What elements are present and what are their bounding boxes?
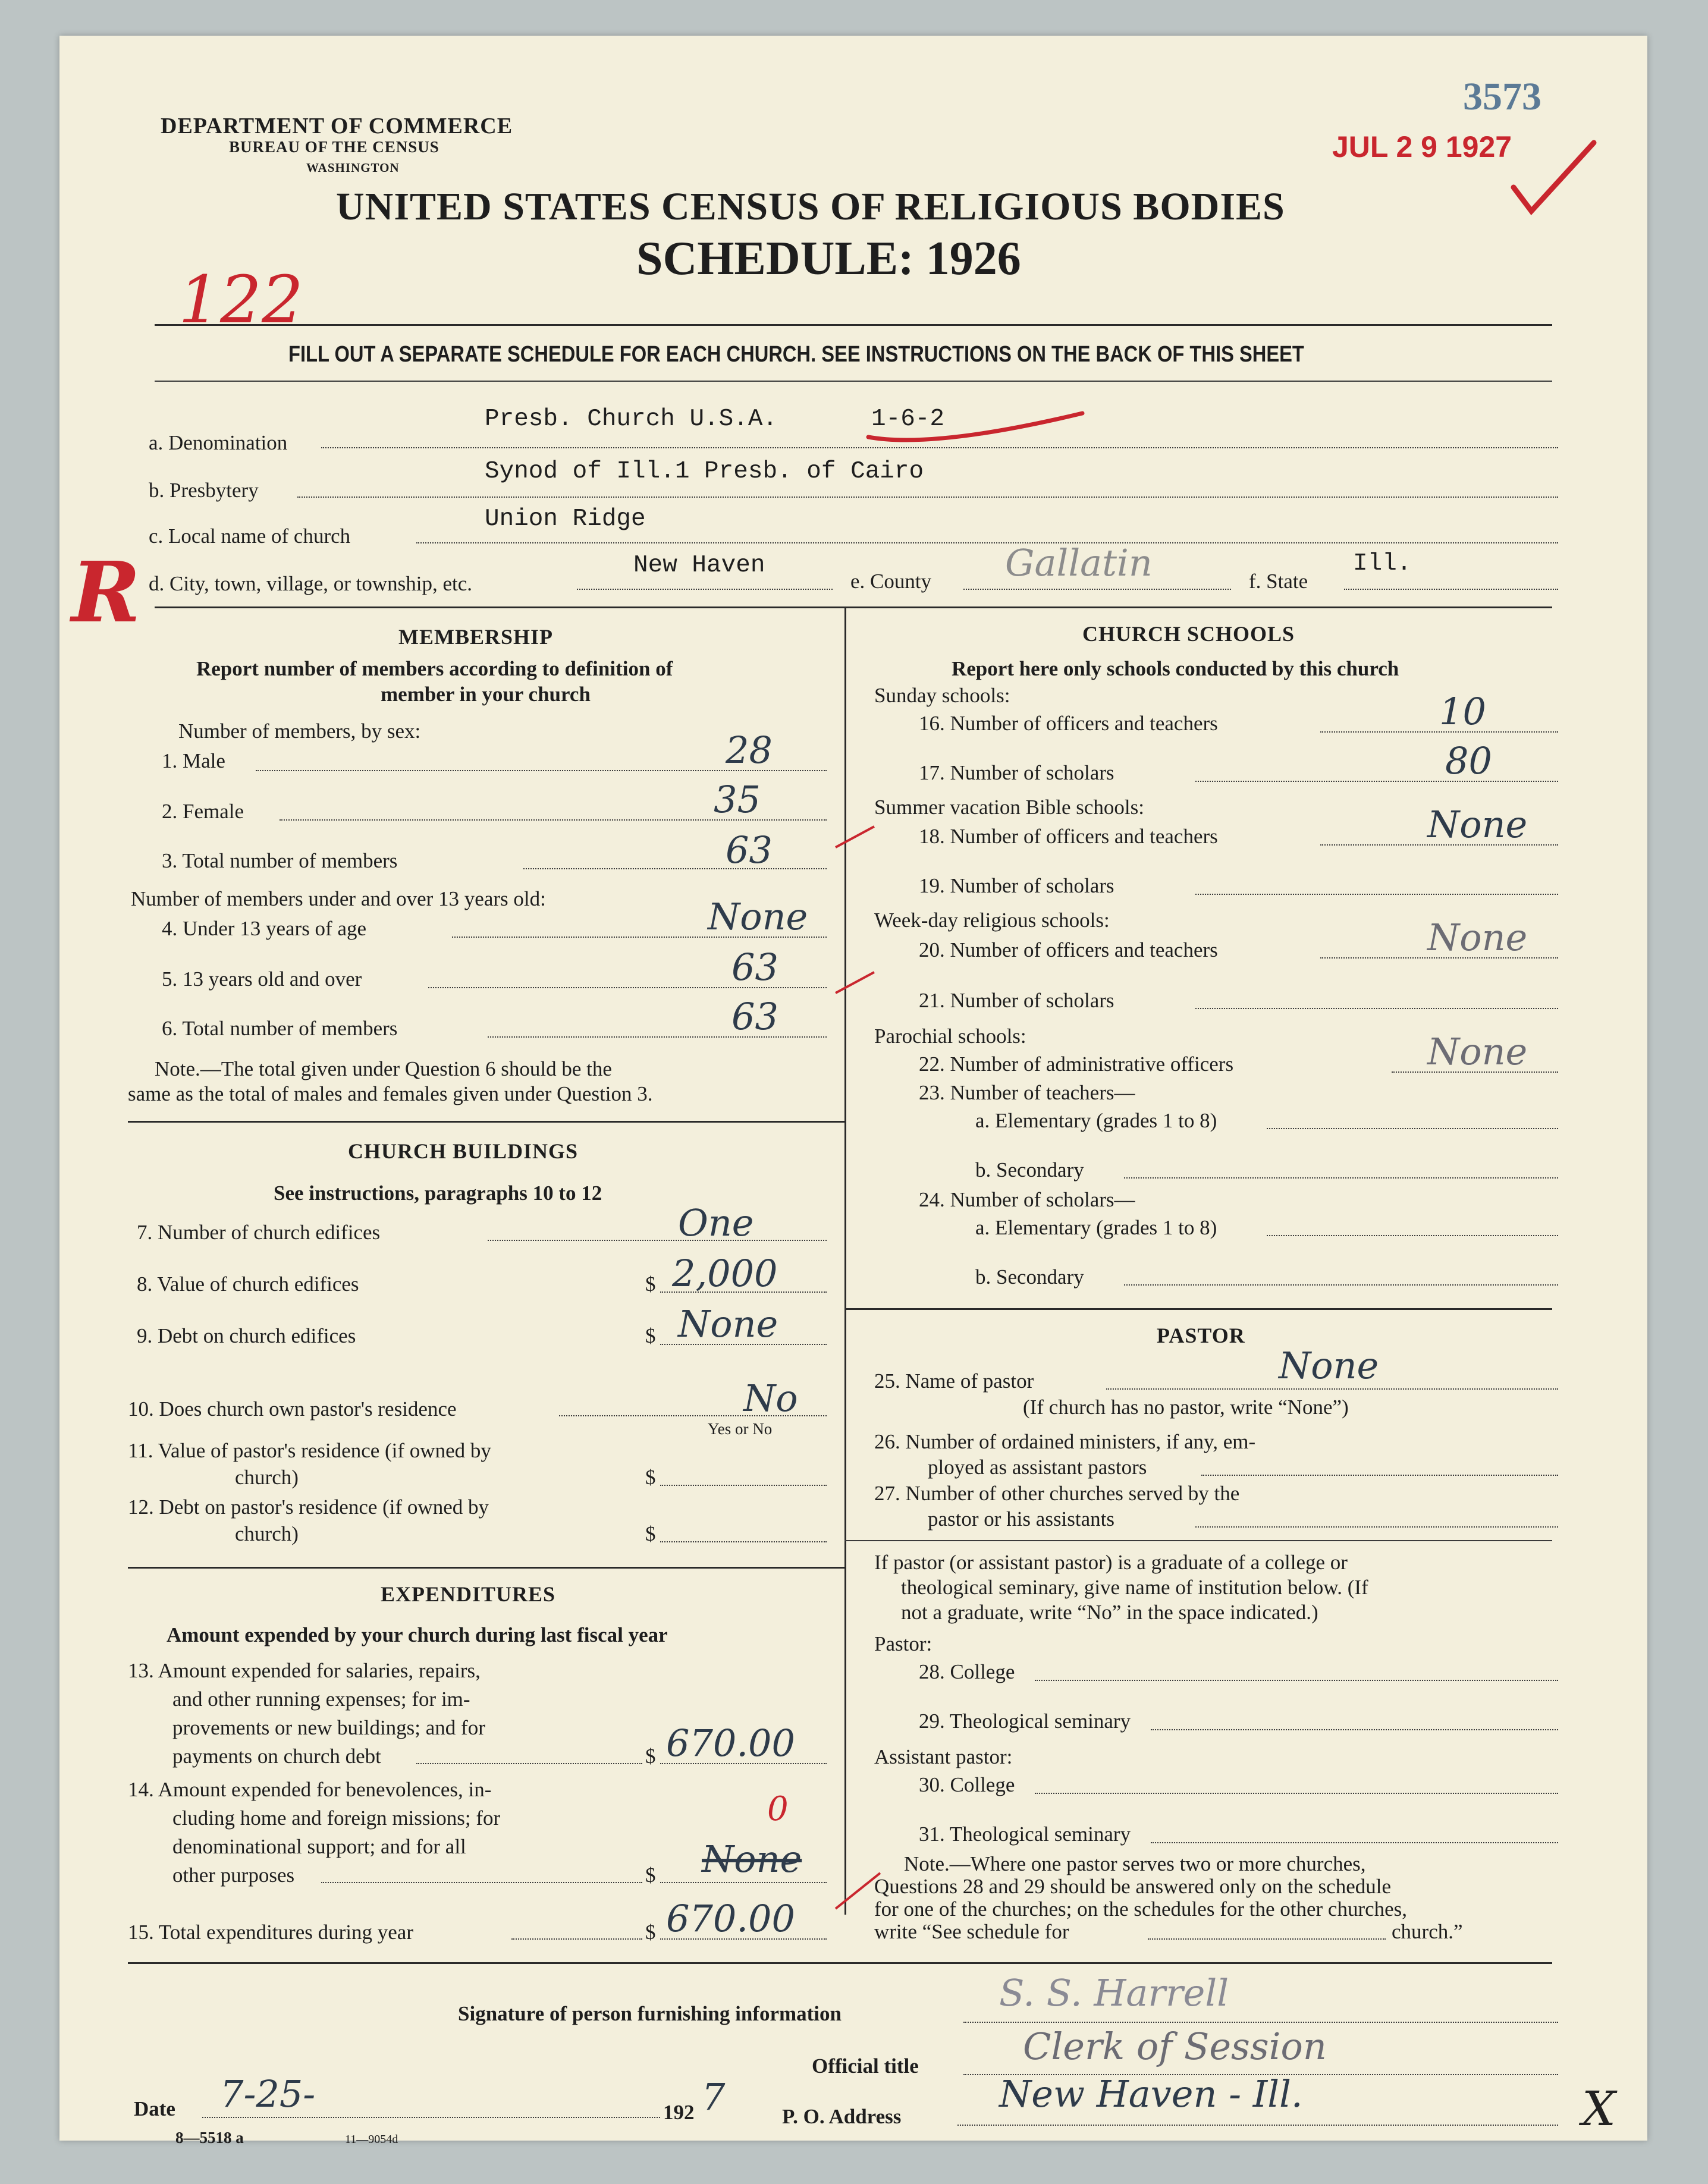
q20-value: None (1427, 916, 1528, 959)
hand-number: 122 (178, 262, 303, 338)
signature-value: S. S. Harrell (999, 1971, 1229, 2015)
date-label: Date (134, 2097, 175, 2120)
official-title-label: Official title (812, 2054, 919, 2078)
q4-label: 4. Under 13 years of age (162, 917, 367, 940)
q22-label: 22. Number of administrative officers (919, 1052, 1234, 1076)
membership-heading: MEMBERSHIP (398, 625, 554, 649)
q27-label: 27. Number of other churches served by the (874, 1482, 1240, 1505)
q2-label: 2. Female (162, 800, 244, 823)
q8-label: 8. Value of church edifices (137, 1272, 359, 1296)
q14-red-value: 0 (767, 1790, 789, 1828)
instructions-rule (155, 381, 1552, 382)
q24-label: 24. Number of scholars— (919, 1188, 1135, 1211)
pastor-heading: PASTOR (1157, 1324, 1245, 1347)
corner-mark: X (1582, 2081, 1616, 2136)
church-schools-heading: CHURCH SCHOOLS (1082, 622, 1295, 646)
instructions-line: FILL OUT A SEPARATE SCHEDULE FOR EACH CHURCH. SEE INSTRUCTIONS ON THE BACK OF THIS SHEET (288, 342, 1304, 367)
denomination-code: 1-6-2 (871, 406, 945, 433)
stamp-date: JUL 2 9 1927 (1332, 130, 1512, 164)
q25-label: 25. Name of pastor (874, 1369, 1034, 1393)
q29-label: 29. Theological seminary (919, 1710, 1131, 1733)
local-name-label: c. Local name of church (149, 524, 351, 548)
q1-label: 1. Male (162, 749, 225, 772)
state-value: Ill. (1353, 550, 1412, 577)
form-title: UNITED STATES CENSUS OF RELIGIOUS BODIES (336, 185, 1285, 228)
q31-label: 31. Theological seminary (919, 1822, 1131, 1846)
q25-value: None (1279, 1344, 1379, 1387)
q5-value: 63 (731, 945, 778, 989)
date-value: 7-25- (220, 2072, 316, 2116)
expenditures-heading: EXPENDITURES (381, 1582, 556, 1606)
form-number-secondary: 11—9054d (345, 2133, 398, 2146)
q20-label: 20. Number of officers and teachers (919, 938, 1218, 961)
q1-value: 28 (726, 728, 773, 772)
q23b-label: b. Secondary (975, 1158, 1084, 1181)
q30-label: 30. College (919, 1773, 1015, 1796)
po-address-value: New Haven - Ill. (999, 2072, 1303, 2116)
signature-label: Signature of person furnishing information (458, 2002, 842, 2025)
q21-label: 21. Number of scholars (919, 989, 1114, 1012)
q12-label: 12. Debt on pastor's residence (if owned by (128, 1495, 489, 1519)
q16-label: 16. Number of officers and teachers (919, 712, 1218, 735)
q6-value: 63 (731, 995, 778, 1038)
hand-mark-r: R (71, 544, 141, 642)
q2-value: 35 (714, 778, 761, 821)
top-rule (155, 324, 1552, 326)
q10-value: No (743, 1377, 798, 1420)
q7-value: One (678, 1201, 754, 1245)
q13-value: 670.00 (666, 1721, 795, 1765)
q23a-label: a. Elementary (grades 1 to 8) (975, 1109, 1217, 1132)
city-label: d. City, town, village, or township, etc. (149, 572, 473, 595)
q14-label: 14. Amount expended for benevolences, in- (128, 1778, 492, 1801)
q6-label: 6. Total number of members (162, 1017, 398, 1040)
city-value: New Haven (633, 552, 765, 579)
official-title-value: Clerk of Session (1023, 2025, 1327, 2068)
denomination-value: Presb. Church U.S.A. (485, 406, 778, 433)
q3-label: 3. Total number of members (162, 849, 398, 872)
schedule-title: SCHEDULE: 1926 (636, 232, 1021, 285)
q13-label: 13. Amount expended for salaries, repairs, (128, 1659, 481, 1682)
q9-label: 9. Debt on church edifices (137, 1324, 356, 1347)
q9-value: None (678, 1302, 778, 1346)
denomination-label: a. Denomination (149, 431, 288, 454)
county-value: Gallatin (1005, 541, 1153, 585)
q8-value: 2,000 (672, 1252, 778, 1295)
column-divider (844, 607, 846, 1915)
department-heading: DEPARTMENT OF COMMERCE (161, 114, 513, 139)
state-label: f. State (1249, 570, 1308, 593)
stamp-number: 3573 (1463, 75, 1541, 118)
tick-mark-icon (833, 966, 880, 1002)
q17-value: 80 (1445, 739, 1492, 783)
q19-label: 19. Number of scholars (919, 874, 1114, 897)
check-mark-icon (1505, 131, 1600, 220)
q3-value: 63 (726, 828, 773, 872)
q28-label: 28. College (919, 1660, 1015, 1683)
q11-label: 11. Value of pastor's residence (if owned by (128, 1439, 491, 1462)
tick-mark-icon (833, 821, 880, 856)
q7-label: 7. Number of church edifices (137, 1221, 381, 1244)
q15-label: 15. Total expenditures during year (128, 1921, 413, 1944)
city-heading: WASHINGTON (306, 161, 400, 175)
q26-label: 26. Number of ordained ministers, if any, em- (874, 1430, 1256, 1453)
q16-value: 10 (1439, 690, 1486, 733)
q14-value: None (702, 1837, 802, 1881)
q5-label: 5. 13 years old and over (162, 967, 362, 991)
local-name-value: Union Ridge (485, 505, 646, 533)
county-label: e. County (850, 570, 932, 593)
year-value: 7 (702, 2075, 726, 2119)
q22-value: None (1427, 1030, 1528, 1073)
bureau-heading: BUREAU OF THE CENSUS (229, 138, 439, 156)
q4-value: None (708, 895, 808, 938)
q24a-label: a. Elementary (grades 1 to 8) (975, 1216, 1217, 1239)
presbytery-label: b. Presbytery (149, 479, 259, 502)
q18-label: 18. Number of officers and teachers (919, 825, 1218, 848)
q18-value: None (1427, 803, 1528, 846)
po-address-label: P. O. Address (782, 2105, 902, 2128)
q17-label: 17. Number of scholars (919, 761, 1114, 784)
red-underline-icon (862, 401, 1088, 452)
q23-label: 23. Number of teachers— (919, 1081, 1135, 1104)
presbytery-value: Synod of Ill.1 Presb. of Cairo (485, 458, 924, 485)
q24b-label: b. Secondary (975, 1265, 1084, 1289)
census-schedule-sheet: DEPARTMENT OF COMMERCE BUREAU OF THE CENSUS WASHINGTON UNITED STATES CENSUS OF RELIGIOUS BODIES SCHEDULE: 1926 122 3573 JUL 2 9 1927 FILL OUT A SEPARATE SCHEDULE FOR EACH CHURCH. SEE INSTRUCTIONS ON THE BACK OF THIS SHEET a. Denomination Presb. Church U.S.A. 1-6-2 b. Presbytery Synod of Ill.1 Presb. of Cairo c. Local name of church Union Ridge R d. City, town, village, or township, etc. New Haven e. County Gallatin f. State Ill. MEMBERSHIP Report number of members according to definition of member in your church Number of members, by sex: 1. Male 28 2. Female 35 3. Total number of members 63 Number of members under and over 13 years old: 4. Under 13 years of age None 5. 13 years old and over 63 6. Total number of members 63 Note.—The total given under Question 6 should be the same as the total of males and females given under Question 3. CHURCH BUILDINGS See instructions, paragraphs 10 to 12 7. Number of church edifices One 8. Value of church edifices $ 2,000 9. Debt on church edifices $ None 10. Does church own pastor's residence No Yes or No 11. Value of pastor's residence (if owned by church) $ 12. Debt on pastor's residence (if owned by church) $ EXPENDITURES Amount expended by your church during last fiscal year 13. Amount expended for salaries, repairs, and other running expenses; for im- provements or new buildings; and for payments on church debt $ 670.00 14. Amount expended for benevolences, in- cluding home and foreign missions; for denominational support; and for all other purposes $ 0 None 15. Total expenditures during year $ 670.00 CHURCH SCHOOLS Report here only schools conducted by this church Sunday schools: 16. Number of officers and teachers 10 17. Number of scholars 80 Summer vacation Bible schools: 18. Number of officers and teachers None 19. Number of scholars Week-day religious schools: 20. Number of officers and teachers None 21. Number of scholars Parochial schools: 22. Number of administrative officers None 23. Number of teachers— a. Elementary (grades 1 to 8) b. Secondary 24. Number of scholars— a. Elementary (grades 1 to 8) b. Secondary PASTOR 25. Name of pastor None (If church has no pastor, write “None”) 26. Number of ordained ministers, if any, em- ployed as assistant pastors 27. Number of other churches served by the pastor or his assistants If pastor (or assistant pastor) is a graduate of a college or theological seminary, give name of institution below. (If not a graduate, write “No” in the space indicated.) Pastor: 28. College 29. Theological seminary Assistant pastor: 30. College 31. Theological seminary Note.—Where one pastor serves two or more churches, Questions 28 and 29 should be answered only on the schedule for one of the churches; on the schedules for the other churches, write “See schedule for church.” Signature of person furnishing information S. S. Harrell Official title Clerk of Session Date 7-25- 192 7 P. O. Address New Haven - Ill. 8—5518 a 11—9054d X (59, 36, 1647, 2141)
q10-label: 10. Does church own pastor's residence (128, 1397, 457, 1421)
church-buildings-heading: CHURCH BUILDINGS (348, 1139, 579, 1163)
q15-value: 670.00 (666, 1897, 795, 1940)
form-number: 8—5518 a (175, 2129, 244, 2147)
